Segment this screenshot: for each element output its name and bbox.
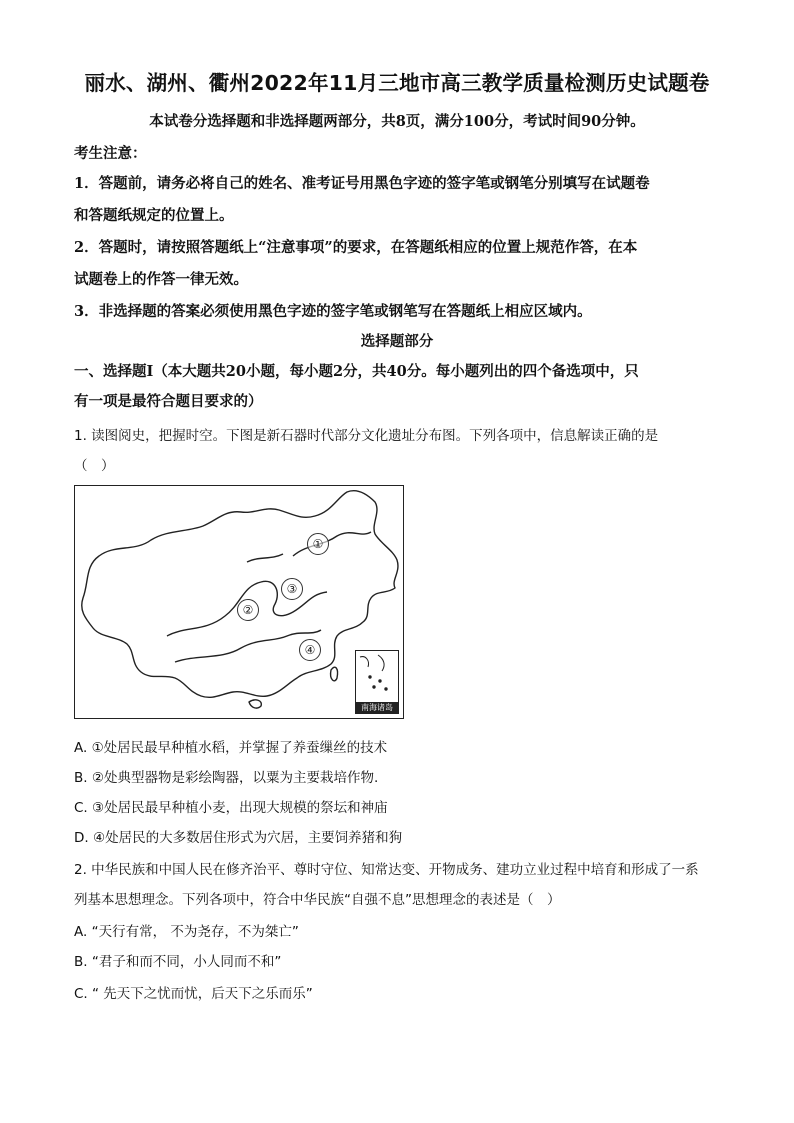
section-title: 选择题部分: [360, 333, 434, 350]
exam-info: 本试卷分选择题和非选择题两部分，共8页，满分100分，考试时间90分钟。: [149, 113, 645, 130]
site-marker-1: ①: [307, 533, 329, 555]
question-1-option-c: C. ③处居民最早种植小麦，出现大规模的祭坛和神庙: [74, 800, 388, 816]
question-2-stem-line-1: 2. 中华民族和中国人民在修齐治平、尊时守位、知常达变、开物成务、建功立业过程中培育和形成了一系: [74, 862, 699, 878]
section-instruction-line-1: 一、选择题Ⅰ（本大题共20小题，每小题2分，共40分。每小题列出的四个备选项中，只: [74, 363, 639, 380]
northeast-rivers: [293, 532, 371, 556]
section-instruction-line-2: 有一项是最符合题目要求的）: [74, 393, 263, 410]
hainan-island: [249, 700, 261, 708]
neolithic-sites-map: [74, 485, 404, 719]
notice-item-1-line-2: 和答题纸规定的位置上。: [74, 207, 234, 224]
inset-label: 南海诸岛: [356, 702, 398, 713]
notice-heading: 考生注意：: [74, 145, 147, 162]
country-border: [82, 491, 398, 698]
question-2-option-c: C. “ 先天下之忧而忧，后天下之乐而乐”: [74, 986, 313, 1002]
question-1-blank: （ ）: [74, 458, 115, 474]
question-2-stem-line-2: 列基本思想理念。下列各项中，符合中华民族“自强不息”思想理念的表述是（ ）: [74, 892, 561, 908]
taiwan-island: [331, 667, 338, 681]
notice-item-2-line-1: 2．答题时，请按照答题纸上“注意事项”的要求，在答题纸相应的位置上规范作答，在本: [74, 239, 638, 256]
page-title: 丽水、湖州、衢州2022年11月三地市高三教学质量检测历史试题卷: [84, 71, 710, 95]
south-china-sea-inset: [355, 650, 399, 714]
site-marker-4: ④: [299, 639, 321, 661]
question-1-option-b: B. ②处典型器物是彩绘陶器，以粟为主要栽培作物.: [74, 770, 379, 786]
question-2-option-a: A. “天行有常， 不为尧存，不为桀亡”: [74, 924, 299, 940]
question-1-option-a: A. ①处居民最早种植水稻，并掌握了养蚕缫丝的技术: [74, 740, 388, 756]
notice-item-3: 3．非选择题的答案必须使用黑色字迹的签字笔或钢笔写在答题纸上相应区域内。: [74, 303, 592, 320]
question-1-option-d: D. ④处居民的大多数居住形式为穴居，主要饲养猪和狗: [74, 830, 403, 846]
notice-item-1-line-1: 1．答题前，请务必将自己的姓名、准考证号用黑色字迹的签字笔或钢笔分别填写在试题卷: [74, 175, 650, 192]
inset-islands: [356, 651, 397, 703]
question-1-stem: 1. 读图阅史，把握时空。下图是新石器时代部分文化遗址分布图。下列各项中，信息解读正确的是: [74, 428, 659, 444]
site-marker-3: ③: [281, 578, 303, 600]
question-2-option-b: B. “君子和而不同，小人同而不和”: [74, 954, 282, 970]
notice-item-2-line-2: 试题卷上的作答一律无效。: [74, 271, 248, 288]
site-marker-2: ②: [237, 599, 259, 621]
